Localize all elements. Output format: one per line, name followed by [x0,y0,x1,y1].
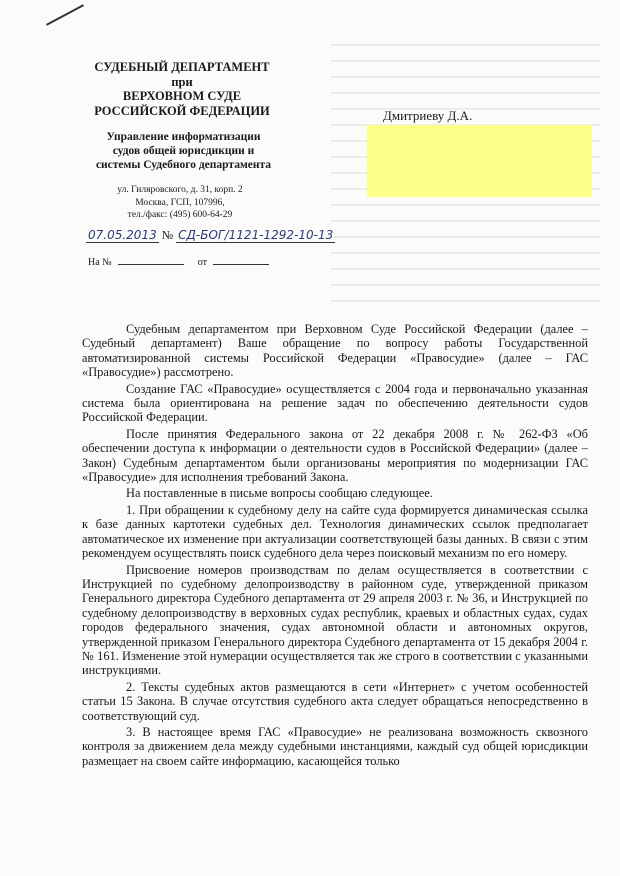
body-paragraph: После принятия Федерального закона от 22 декабря 2008 г. № 262-ФЗ «Об обеспечении доступа к информации о деятельности судов в Российской Федерации» (далее – Закон) Судебным департаментом были организованы мероприятия по модернизации ГАС «Правосудие» для исполнения требований Закона. [82,426,588,485]
letter-body [82,322,588,770]
letterhead-organization [82,60,282,118]
address-line: Москва, ГСП, 107996, [135,197,225,208]
body-paragraph: Присвоение номеров производствам по делам осуществляется в соответствии с Инструкцией по судебному делопроизводству в районном суде, утвержденной приказом Генерального директора Судебного департамента от 29 апреля 2003 г. № 36, и Инструкцией по судебному делопроизводству в верховных судах республик, краевых и областных судах, судах городов федерального значения, судах автономной области и автономных округов, утвержденной приказом Генерального директора Судебного департамента от 15 декабря 2004 г. № 161. Изменение этой нумерации осуществляется так же строго в соответствии с указанными инструкциями. [82,562,588,678]
body-paragraph: Создание ГАС «Правосудие» осуществляется с 2004 года и первоначально указанная система была ориентирована на решение задач по обеспечению деятельности судов Российской Федерации. [82,381,588,425]
number-label: № [161,228,174,242]
outgoing-date: 07.05.2013 [88,228,157,242]
reply-number-blank [118,264,184,265]
body-paragraph: 2. Тексты судебных актов размещаются в сети «Интернет» с учетом особенностей статьи 15 Закона. В случае отсутствия судебного акта следует обращаться непосредственно в соответствующий суд. [82,679,588,723]
body-paragraph: 3. В настоящее время ГАС «Правосудие» не реализована возможность сквозного контроля за движением дела между судебными инстанциями, каждый суд общей юрисдикции размещает на своем сайте информацию, касающейся только [82,724,588,768]
org-line: при [171,74,193,89]
address-line: тел./факс: (495) 600-64-29 [127,210,233,220]
org-line: РОССИЙСКОЙ ФЕДЕРАЦИИ [94,103,270,118]
recipient-name: Дмитриеву Д.А. [383,108,473,123]
org-line: СУДЕБНЫЙ ДЕПАРТАМЕНТ [94,60,270,74]
dept-line: судов общей юрисдикции и [112,145,255,157]
outgoing-reference [86,228,376,243]
address-line: ул. Гиляровского, д. 31, корп. 2 [117,185,243,195]
pen-mark [46,4,84,25]
from-label: от [197,257,207,268]
body-paragraph: На поставленные в письме вопросы сообщаю следующее. [126,486,433,501]
letterhead-address [110,184,250,222]
body-paragraph: 1. При обращении к судебному делу на сайте суда формируется динамическая ссылка к базе данных картотеки судебных дел. Технология динамических ссылок предполагает автоматическое их изменение при актуализации соответствующей базы данных. В связи с этим рекомендуем осуществлять поиск судебного дела через поисковый механизм по его номеру. [82,502,588,561]
redacted-address [367,125,592,197]
dept-line: системы Судебного департамента [95,159,272,171]
reply-reference [88,257,269,268]
letterhead-department [86,130,281,172]
reply-label: На № [88,257,112,268]
org-line: ВЕРХОВНОМ СУДЕ [122,89,242,103]
reply-date-blank [213,264,269,265]
outgoing-number: СД-БОГ/1121-1292-10-13 [178,228,334,242]
body-paragraph: Судебным департаментом при Верховном Суде Российской Федерации (далее – Судебный департамент) Ваше обращение по вопросу работы Государственной автоматизированной системы Российской Федерации «Правосудие» (далее – ГАС «Правосудие») рассмотрено. [82,322,588,380]
dept-line: Управление информатизации [106,131,261,143]
